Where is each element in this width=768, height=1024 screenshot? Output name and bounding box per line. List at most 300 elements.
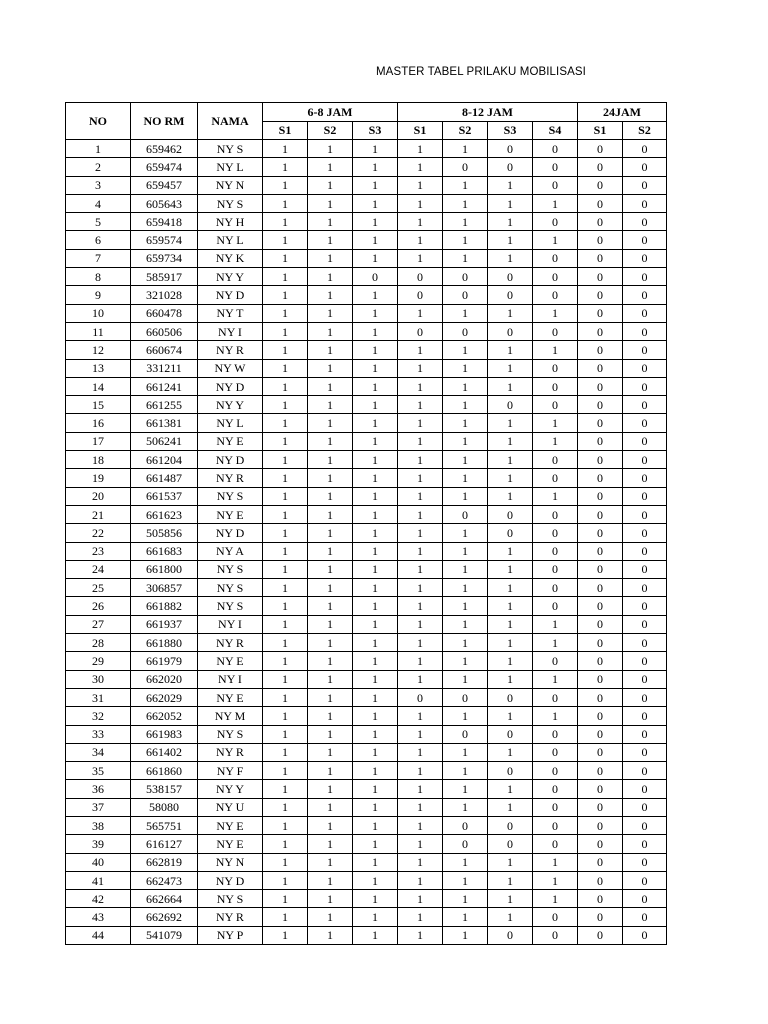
table-row [66, 816, 667, 834]
cell-8-12-s3: 1 [488, 853, 533, 871]
cell-8-12-s4: 0 [533, 725, 578, 743]
cell-no: 14 [66, 377, 131, 395]
table-row [66, 725, 667, 743]
cell-8-12-s2: 0 [443, 816, 488, 834]
cell-24-s1: 0 [578, 780, 623, 798]
cell-8-12-s4: 0 [533, 140, 578, 158]
cell-nama: NY M [198, 707, 263, 725]
cell-8-12-s1: 1 [398, 762, 443, 780]
cell-24-s1: 0 [578, 908, 623, 926]
cell-6-8-s1: 1 [263, 286, 308, 304]
cell-8-12-s1: 1 [398, 798, 443, 816]
cell-no-rm: 662819 [131, 853, 198, 871]
cell-no-rm: 505856 [131, 524, 198, 542]
cell-8-12-s2: 1 [443, 249, 488, 267]
cell-24-s1: 0 [578, 926, 623, 944]
cell-8-12-s4: 0 [533, 542, 578, 560]
cell-no-rm: 661983 [131, 725, 198, 743]
table-row [66, 158, 667, 176]
cell-nama: NY E [198, 505, 263, 523]
cell-8-12-s3: 1 [488, 597, 533, 615]
cell-6-8-s2: 1 [308, 268, 353, 286]
cell-8-12-s4: 1 [533, 670, 578, 688]
cell-6-8-s2: 1 [308, 524, 353, 542]
table-row [66, 798, 667, 816]
cell-8-12-s3: 1 [488, 615, 533, 633]
cell-6-8-s3: 1 [353, 286, 398, 304]
cell-6-8-s3: 1 [353, 377, 398, 395]
cell-nama: NY R [198, 341, 263, 359]
cell-24-s2: 0 [623, 432, 667, 450]
cell-24-s1: 0 [578, 652, 623, 670]
cell-6-8-s2: 1 [308, 505, 353, 523]
cell-6-8-s2: 1 [308, 286, 353, 304]
cell-24-s2: 0 [623, 926, 667, 944]
cell-8-12-s1: 1 [398, 231, 443, 249]
cell-no: 40 [66, 853, 131, 871]
cell-8-12-s2: 1 [443, 634, 488, 652]
cell-8-12-s4: 0 [533, 359, 578, 377]
cell-no: 12 [66, 341, 131, 359]
cell-nama: NY N [198, 176, 263, 194]
cell-6-8-s2: 1 [308, 213, 353, 231]
cell-8-12-s4: 1 [533, 615, 578, 633]
cell-no-rm: 661402 [131, 743, 198, 761]
cell-24-s1: 0 [578, 249, 623, 267]
cell-6-8-s1: 1 [263, 377, 308, 395]
cell-8-12-s1: 1 [398, 743, 443, 761]
cell-24-s1: 0 [578, 853, 623, 871]
cell-8-12-s3: 1 [488, 176, 533, 194]
cell-8-12-s1: 1 [398, 194, 443, 212]
cell-24-s1: 0 [578, 670, 623, 688]
cell-24-s2: 0 [623, 158, 667, 176]
cell-nama: NY I [198, 670, 263, 688]
cell-6-8-s3: 1 [353, 908, 398, 926]
cell-24-s1: 0 [578, 286, 623, 304]
cell-6-8-s1: 1 [263, 871, 308, 889]
cell-8-12-s4: 0 [533, 908, 578, 926]
cell-24-s1: 0 [578, 560, 623, 578]
cell-6-8-s3: 1 [353, 725, 398, 743]
cell-8-12-s4: 0 [533, 322, 578, 340]
cell-no: 39 [66, 835, 131, 853]
cell-no-rm: 661255 [131, 396, 198, 414]
cell-8-12-s3: 1 [488, 359, 533, 377]
cell-6-8-s3: 1 [353, 890, 398, 908]
cell-24-s1: 0 [578, 176, 623, 194]
cell-no-rm: 661487 [131, 469, 198, 487]
cell-6-8-s2: 1 [308, 304, 353, 322]
table-row [66, 560, 667, 578]
cell-8-12-s4: 1 [533, 231, 578, 249]
cell-6-8-s1: 1 [263, 579, 308, 597]
cell-no: 18 [66, 451, 131, 469]
cell-6-8-s3: 1 [353, 926, 398, 944]
cell-6-8-s1: 1 [263, 542, 308, 560]
cell-no: 9 [66, 286, 131, 304]
subheader-24-s1: S1 [578, 122, 623, 140]
cell-24-s1: 0 [578, 140, 623, 158]
cell-8-12-s1: 1 [398, 304, 443, 322]
cell-6-8-s2: 1 [308, 871, 353, 889]
cell-24-s2: 0 [623, 908, 667, 926]
cell-8-12-s4: 0 [533, 286, 578, 304]
cell-6-8-s3: 1 [353, 652, 398, 670]
table-row [66, 487, 667, 505]
cell-6-8-s2: 1 [308, 670, 353, 688]
cell-no-rm: 662029 [131, 688, 198, 706]
cell-nama: NY W [198, 359, 263, 377]
cell-8-12-s2: 1 [443, 926, 488, 944]
cell-nama: NY D [198, 377, 263, 395]
cell-no-rm: 616127 [131, 835, 198, 853]
table-row [66, 908, 667, 926]
cell-no-rm: 661241 [131, 377, 198, 395]
table-row [66, 268, 667, 286]
cell-24-s2: 0 [623, 213, 667, 231]
cell-no-rm: 660506 [131, 322, 198, 340]
cell-8-12-s4: 1 [533, 304, 578, 322]
cell-nama: NY A [198, 542, 263, 560]
cell-no: 42 [66, 890, 131, 908]
cell-6-8-s2: 1 [308, 652, 353, 670]
cell-8-12-s2: 1 [443, 871, 488, 889]
cell-no: 4 [66, 194, 131, 212]
cell-no: 27 [66, 615, 131, 633]
cell-24-s1: 0 [578, 396, 623, 414]
master-table [65, 102, 667, 945]
cell-no-rm: 659418 [131, 213, 198, 231]
cell-6-8-s3: 1 [353, 341, 398, 359]
cell-8-12-s1: 0 [398, 322, 443, 340]
cell-6-8-s3: 1 [353, 542, 398, 560]
cell-6-8-s2: 1 [308, 231, 353, 249]
cell-no-rm: 659474 [131, 158, 198, 176]
cell-6-8-s3: 1 [353, 780, 398, 798]
cell-no-rm: 58080 [131, 798, 198, 816]
table-row [66, 597, 667, 615]
cell-no-rm: 659457 [131, 176, 198, 194]
table-row [66, 451, 667, 469]
cell-6-8-s2: 1 [308, 176, 353, 194]
cell-8-12-s1: 1 [398, 615, 443, 633]
cell-8-12-s3: 1 [488, 213, 533, 231]
cell-6-8-s1: 1 [263, 487, 308, 505]
cell-8-12-s2: 1 [443, 140, 488, 158]
cell-no-rm: 662020 [131, 670, 198, 688]
cell-6-8-s3: 1 [353, 853, 398, 871]
cell-6-8-s2: 1 [308, 707, 353, 725]
cell-6-8-s2: 1 [308, 414, 353, 432]
cell-6-8-s3: 1 [353, 176, 398, 194]
cell-6-8-s2: 1 [308, 762, 353, 780]
cell-8-12-s2: 1 [443, 432, 488, 450]
cell-8-12-s3: 1 [488, 469, 533, 487]
cell-8-12-s2: 0 [443, 158, 488, 176]
cell-8-12-s3: 1 [488, 634, 533, 652]
cell-8-12-s1: 1 [398, 249, 443, 267]
cell-6-8-s1: 1 [263, 158, 308, 176]
cell-6-8-s3: 1 [353, 871, 398, 889]
cell-8-12-s2: 1 [443, 359, 488, 377]
cell-24-s2: 0 [623, 579, 667, 597]
cell-6-8-s2: 1 [308, 542, 353, 560]
table-row [66, 762, 667, 780]
cell-8-12-s2: 1 [443, 487, 488, 505]
cell-8-12-s1: 1 [398, 816, 443, 834]
subheader-8-12-s4: S4 [533, 122, 578, 140]
cell-no-rm: 661937 [131, 615, 198, 633]
cell-24-s2: 0 [623, 469, 667, 487]
table-row [66, 871, 667, 889]
cell-6-8-s2: 1 [308, 615, 353, 633]
cell-6-8-s3: 1 [353, 432, 398, 450]
cell-8-12-s1: 1 [398, 725, 443, 743]
cell-nama: NY S [198, 560, 263, 578]
cell-24-s1: 0 [578, 743, 623, 761]
cell-6-8-s1: 1 [263, 213, 308, 231]
cell-8-12-s3: 1 [488, 487, 533, 505]
cell-nama: NY D [198, 451, 263, 469]
cell-8-12-s4: 0 [533, 268, 578, 286]
cell-6-8-s1: 1 [263, 615, 308, 633]
cell-8-12-s4: 0 [533, 926, 578, 944]
cell-8-12-s2: 1 [443, 579, 488, 597]
cell-8-12-s2: 1 [443, 908, 488, 926]
cell-nama: NY Y [198, 780, 263, 798]
cell-6-8-s3: 1 [353, 231, 398, 249]
cell-no-rm: 321028 [131, 286, 198, 304]
cell-6-8-s2: 1 [308, 743, 353, 761]
cell-no-rm: 661800 [131, 560, 198, 578]
cell-6-8-s2: 1 [308, 835, 353, 853]
cell-nama: NY D [198, 524, 263, 542]
cell-6-8-s1: 1 [263, 359, 308, 377]
cell-24-s1: 0 [578, 615, 623, 633]
cell-no: 28 [66, 634, 131, 652]
cell-24-s2: 0 [623, 707, 667, 725]
cell-8-12-s1: 0 [398, 286, 443, 304]
cell-6-8-s3: 1 [353, 213, 398, 231]
cell-6-8-s3: 1 [353, 469, 398, 487]
cell-no-rm: 662692 [131, 908, 198, 926]
cell-no: 21 [66, 505, 131, 523]
cell-6-8-s1: 1 [263, 524, 308, 542]
cell-24-s1: 0 [578, 597, 623, 615]
cell-nama: NY E [198, 835, 263, 853]
cell-8-12-s2: 1 [443, 396, 488, 414]
cell-8-12-s4: 0 [533, 780, 578, 798]
header-nama: NAMA [198, 103, 263, 140]
cell-24-s1: 0 [578, 377, 623, 395]
cell-6-8-s3: 1 [353, 743, 398, 761]
cell-8-12-s1: 1 [398, 908, 443, 926]
cell-6-8-s3: 1 [353, 798, 398, 816]
cell-24-s1: 0 [578, 890, 623, 908]
cell-6-8-s3: 1 [353, 634, 398, 652]
table-row [66, 304, 667, 322]
cell-no: 20 [66, 487, 131, 505]
cell-8-12-s3: 1 [488, 743, 533, 761]
cell-6-8-s1: 1 [263, 231, 308, 249]
cell-6-8-s3: 1 [353, 707, 398, 725]
cell-no: 11 [66, 322, 131, 340]
cell-8-12-s3: 0 [488, 524, 533, 542]
cell-no-rm: 662664 [131, 890, 198, 908]
table-row [66, 743, 667, 761]
cell-8-12-s3: 0 [488, 158, 533, 176]
cell-24-s2: 0 [623, 762, 667, 780]
table-row [66, 432, 667, 450]
cell-24-s1: 0 [578, 469, 623, 487]
cell-8-12-s4: 1 [533, 853, 578, 871]
cell-8-12-s1: 1 [398, 926, 443, 944]
cell-8-12-s2: 1 [443, 176, 488, 194]
cell-24-s1: 0 [578, 579, 623, 597]
cell-6-8-s2: 1 [308, 249, 353, 267]
cell-6-8-s2: 1 [308, 359, 353, 377]
cell-24-s1: 0 [578, 213, 623, 231]
cell-6-8-s2: 1 [308, 725, 353, 743]
cell-6-8-s1: 1 [263, 505, 308, 523]
cell-no-rm: 331211 [131, 359, 198, 377]
cell-6-8-s2: 1 [308, 597, 353, 615]
cell-6-8-s3: 1 [353, 451, 398, 469]
cell-24-s1: 0 [578, 798, 623, 816]
cell-no-rm: 661683 [131, 542, 198, 560]
cell-24-s2: 0 [623, 835, 667, 853]
cell-nama: NY E [198, 688, 263, 706]
table-body [66, 140, 667, 945]
cell-24-s1: 0 [578, 871, 623, 889]
cell-no: 7 [66, 249, 131, 267]
cell-nama: NY S [198, 890, 263, 908]
cell-no-rm: 662473 [131, 871, 198, 889]
cell-6-8-s1: 1 [263, 322, 308, 340]
table-row [66, 579, 667, 597]
cell-8-12-s3: 1 [488, 871, 533, 889]
cell-no-rm: 661623 [131, 505, 198, 523]
cell-no: 8 [66, 268, 131, 286]
cell-8-12-s2: 1 [443, 652, 488, 670]
cell-8-12-s2: 0 [443, 286, 488, 304]
cell-6-8-s3: 1 [353, 505, 398, 523]
table-row [66, 524, 667, 542]
cell-8-12-s3: 1 [488, 560, 533, 578]
cell-6-8-s3: 0 [353, 268, 398, 286]
cell-24-s2: 0 [623, 140, 667, 158]
cell-8-12-s3: 1 [488, 908, 533, 926]
table-row [66, 469, 667, 487]
cell-8-12-s2: 1 [443, 762, 488, 780]
cell-8-12-s1: 1 [398, 853, 443, 871]
cell-8-12-s2: 1 [443, 524, 488, 542]
cell-no-rm: 661979 [131, 652, 198, 670]
cell-24-s2: 0 [623, 560, 667, 578]
cell-8-12-s1: 1 [398, 213, 443, 231]
cell-6-8-s2: 1 [308, 377, 353, 395]
header-no-rm: NO RM [131, 103, 198, 140]
cell-nama: NY R [198, 634, 263, 652]
cell-8-12-s4: 1 [533, 890, 578, 908]
cell-8-12-s4: 1 [533, 487, 578, 505]
cell-24-s2: 0 [623, 396, 667, 414]
table-row [66, 926, 667, 944]
cell-nama: NY Y [198, 268, 263, 286]
cell-no: 36 [66, 780, 131, 798]
cell-24-s2: 0 [623, 487, 667, 505]
cell-6-8-s2: 1 [308, 322, 353, 340]
cell-24-s1: 0 [578, 322, 623, 340]
cell-8-12-s3: 1 [488, 377, 533, 395]
cell-6-8-s1: 1 [263, 414, 308, 432]
cell-8-12-s4: 0 [533, 469, 578, 487]
cell-8-12-s3: 1 [488, 890, 533, 908]
subheader-6-8-s3: S3 [353, 122, 398, 140]
cell-24-s2: 0 [623, 615, 667, 633]
table-row [66, 634, 667, 652]
table-row [66, 890, 667, 908]
cell-6-8-s3: 1 [353, 524, 398, 542]
cell-8-12-s1: 1 [398, 176, 443, 194]
cell-nama: NY D [198, 286, 263, 304]
cell-nama: NY I [198, 615, 263, 633]
cell-nama: NY N [198, 853, 263, 871]
cell-24-s1: 0 [578, 158, 623, 176]
cell-8-12-s3: 0 [488, 140, 533, 158]
cell-24-s2: 0 [623, 725, 667, 743]
cell-8-12-s1: 1 [398, 780, 443, 798]
cell-6-8-s2: 1 [308, 853, 353, 871]
cell-8-12-s4: 0 [533, 688, 578, 706]
cell-8-12-s4: 1 [533, 341, 578, 359]
cell-8-12-s4: 0 [533, 396, 578, 414]
cell-24-s1: 0 [578, 341, 623, 359]
table-row [66, 707, 667, 725]
cell-24-s1: 0 [578, 487, 623, 505]
table-row [66, 286, 667, 304]
cell-no: 13 [66, 359, 131, 377]
cell-no-rm: 538157 [131, 780, 198, 798]
cell-6-8-s1: 1 [263, 707, 308, 725]
cell-nama: NY R [198, 743, 263, 761]
subheader-8-12-s3: S3 [488, 122, 533, 140]
cell-no: 32 [66, 707, 131, 725]
cell-8-12-s2: 1 [443, 853, 488, 871]
cell-24-s2: 0 [623, 853, 667, 871]
cell-24-s2: 0 [623, 652, 667, 670]
cell-24-s1: 0 [578, 231, 623, 249]
cell-6-8-s2: 1 [308, 194, 353, 212]
cell-6-8-s3: 1 [353, 835, 398, 853]
cell-6-8-s2: 1 [308, 487, 353, 505]
cell-24-s1: 0 [578, 304, 623, 322]
cell-nama: NY S [198, 579, 263, 597]
cell-8-12-s4: 0 [533, 377, 578, 395]
cell-24-s2: 0 [623, 359, 667, 377]
cell-8-12-s1: 1 [398, 707, 443, 725]
cell-8-12-s1: 1 [398, 396, 443, 414]
cell-no: 33 [66, 725, 131, 743]
header-group-6-8-jam: 6-8 JAM [263, 103, 398, 122]
cell-24-s1: 0 [578, 835, 623, 853]
cell-6-8-s1: 1 [263, 176, 308, 194]
cell-24-s2: 0 [623, 816, 667, 834]
cell-nama: NY R [198, 469, 263, 487]
cell-24-s2: 0 [623, 670, 667, 688]
cell-6-8-s1: 1 [263, 432, 308, 450]
